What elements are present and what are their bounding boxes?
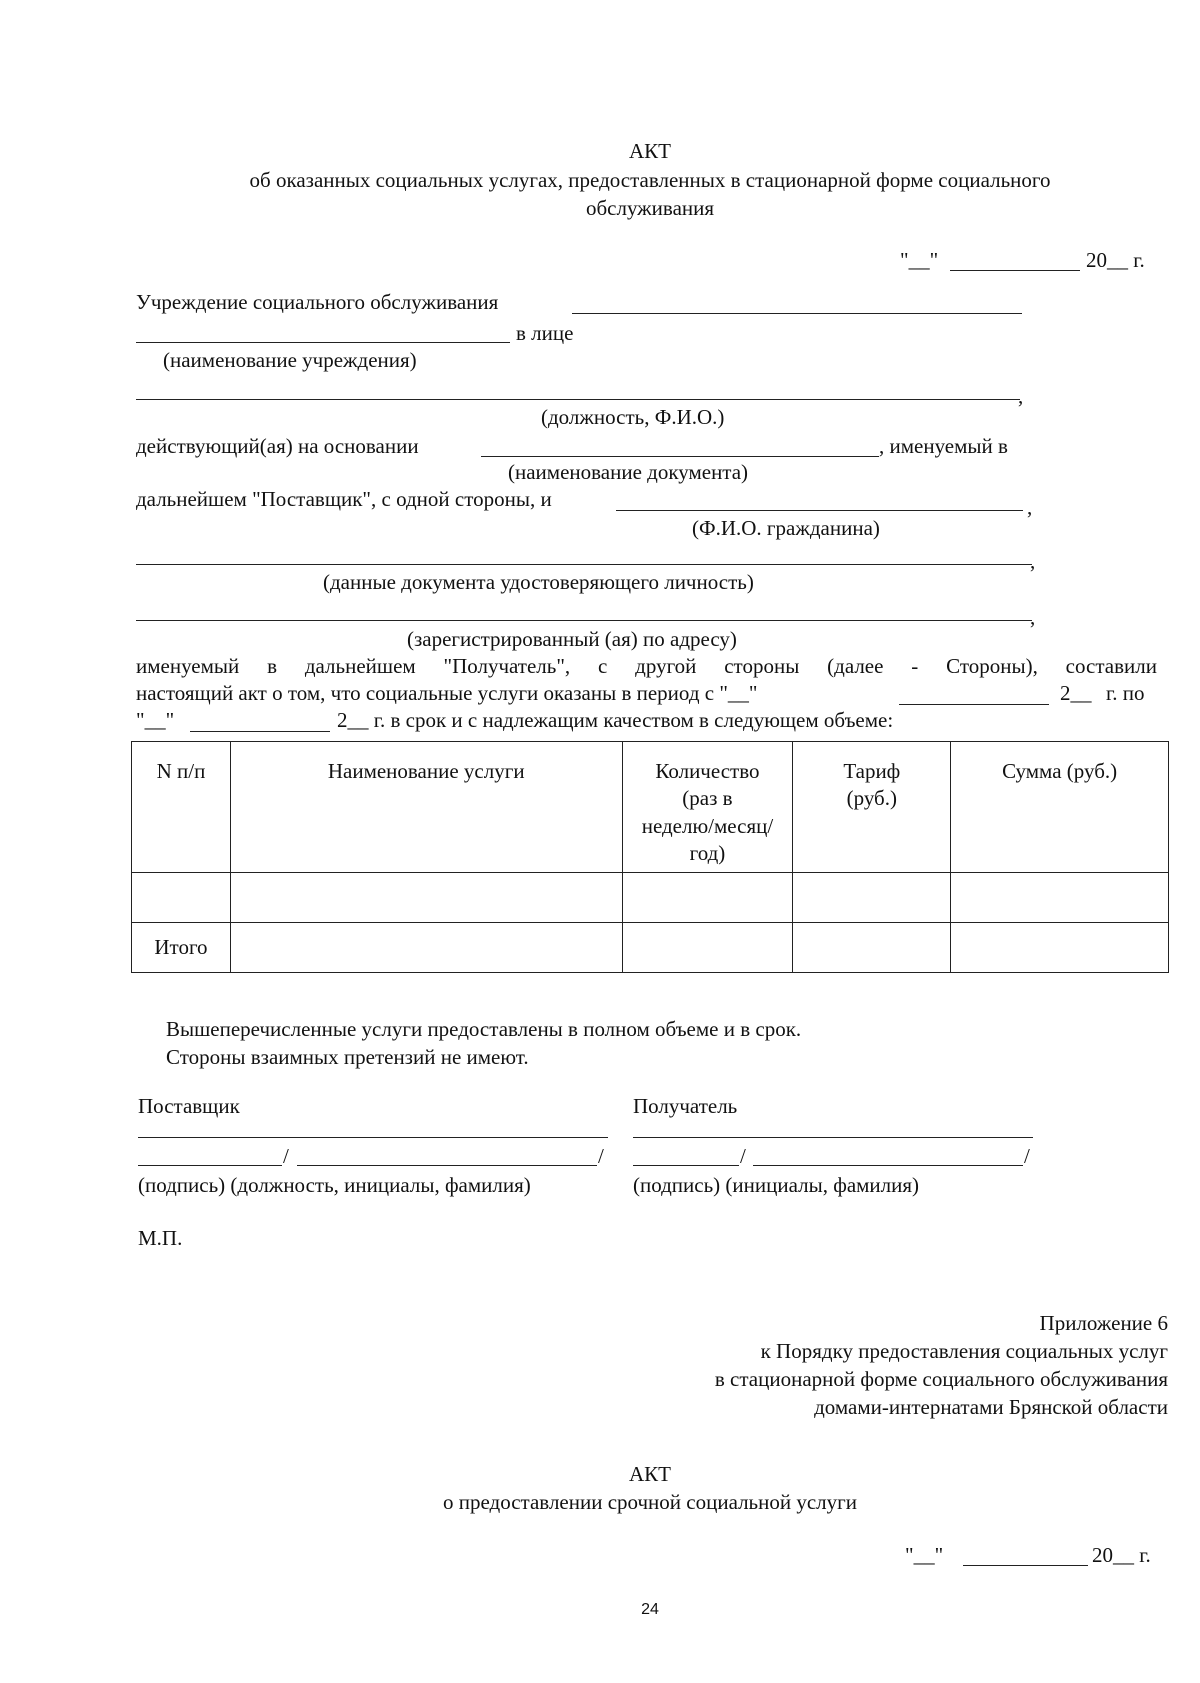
position-hint: (должность, Ф.И.О.) (541, 405, 725, 429)
header-tariff-l2: (руб.) (846, 786, 897, 811)
institution-line (572, 313, 1022, 314)
services-table (131, 741, 1169, 973)
table-cell[interactable] (793, 873, 951, 923)
page-number: 24 (641, 1601, 659, 1618)
in-person: в лице (516, 321, 574, 345)
table-cell[interactable] (622, 873, 793, 923)
act2-date-day: __ (913, 1543, 935, 1567)
citizen-hint: (Ф.И.О. гражданина) (692, 516, 880, 540)
paragraph-line2-b: 2__ (1060, 681, 1092, 705)
paragraph-line3-a: "__" (136, 708, 175, 732)
supplier-slash-1: / (283, 1144, 289, 1168)
institution-line-2 (136, 342, 510, 343)
act2-date-quote-open: " (905, 1543, 914, 1567)
date-quote-open: " (900, 248, 909, 272)
header-sum: Сумма (руб.) (951, 742, 1169, 873)
para-word: дальнейшем (304, 654, 416, 678)
supplier-phrase: дальнейшем "Поставщик", с одной стороны, и (136, 487, 552, 511)
address-hint: (зарегистрированный (ая) по адресу) (407, 627, 737, 651)
header-service-name: Наименование услуги (230, 742, 622, 873)
para-word: (далее (827, 654, 884, 678)
para-word: - (911, 654, 919, 678)
id-doc-line (136, 564, 1032, 565)
para-word: стороны (724, 654, 800, 678)
period-start-line (899, 704, 1049, 705)
document-hint: (наименование документа) (508, 460, 749, 484)
table-cell[interactable] (230, 873, 622, 923)
supplier-position-line (138, 1137, 608, 1138)
table-cell[interactable] (951, 923, 1169, 973)
paragraph-line3-b: 2__ г. в срок и с надлежащим качеством в следующем объеме: (337, 708, 894, 732)
header-quantity (622, 742, 793, 873)
date-quote-close: " (929, 248, 939, 272)
recipient-name-line (753, 1165, 1023, 1166)
act-title: АКТ (629, 139, 671, 163)
table-cell[interactable] (793, 923, 951, 973)
header-tariff (793, 742, 951, 873)
table-cell[interactable] (230, 923, 622, 973)
para-word: Стороны), (946, 654, 1038, 678)
named-in: , именуемый в (879, 434, 1008, 458)
date-row (900, 250, 938, 271)
act2-subtitle: о предоставлении срочной социальной услуги (442, 1490, 858, 1514)
table-row (132, 873, 1169, 923)
act-subtitle-line1: об оказанных социальных услугах, предоставленных в стационарной форме социального (249, 168, 1051, 192)
comma-1: , (1018, 384, 1024, 408)
position-line (136, 399, 1020, 400)
header-tariff-l1: Тариф (843, 759, 901, 783)
id-doc-hint: (данные документа удостоверяющего личность) (323, 570, 754, 594)
date-year: 20__ г. (1086, 248, 1145, 272)
table-total-row (132, 923, 1169, 973)
total-label: Итого (132, 923, 231, 973)
recipient-top-line (633, 1137, 1033, 1138)
supplier-name-line (297, 1165, 597, 1166)
period-end-line (190, 731, 330, 732)
recipient-sig-hint: (подпись) (инициалы, фамилия) (633, 1173, 920, 1197)
act2-date-quote-close: " (934, 1543, 944, 1567)
header-quantity-l2: (раз в (682, 786, 733, 811)
act-subtitle-line2: обслуживания (585, 196, 715, 220)
act2-date-row (905, 1545, 943, 1566)
recipient-label: Получатель (633, 1094, 738, 1118)
date-day: __ (908, 248, 930, 272)
paragraph-line2-c: г. по (1106, 681, 1145, 705)
closing-line2: Стороны взаимных претензий не имеют. (166, 1045, 529, 1069)
closing-line1: Вышеперечисленные услуги предоставлены в полном объеме и в срок. (166, 1017, 802, 1041)
table-header-row (132, 742, 1169, 873)
para-word: другой (635, 654, 697, 678)
basis-line (481, 456, 879, 457)
para-word: в (267, 654, 278, 678)
comma-3: , (1030, 549, 1036, 573)
comma-4: , (1030, 605, 1036, 629)
paragraph-line2-a: настоящий акт о том, что социальные услуги оказаны в период с "__" (136, 681, 758, 705)
acting-basis: действующий(ая) на основании (136, 434, 419, 458)
recipient-slash-1: / (740, 1144, 746, 1168)
para-word: именуемый (136, 654, 240, 678)
stamp-label: М.П. (138, 1226, 183, 1250)
recipient-slash-2: / (1024, 1144, 1030, 1168)
supplier-slash-2: / (598, 1144, 604, 1168)
citizen-line (616, 510, 1023, 511)
para-word: "Получатель", (443, 654, 571, 678)
appendix-line1: Приложение 6 (1039, 1311, 1168, 1335)
appendix-line2: к Порядку предоставления социальных услуг (760, 1339, 1168, 1363)
table-cell[interactable] (132, 873, 231, 923)
recipient-sign-line (633, 1165, 739, 1166)
appendix-line3: в стационарной форме социального обслуживания (714, 1367, 1168, 1391)
header-quantity-l1: Количество (655, 759, 760, 783)
institution-hint: (наименование учреждения) (163, 348, 417, 372)
institution-label: Учреждение социального обслуживания (136, 290, 499, 314)
header-quantity-l4: год) (689, 840, 726, 865)
para-word: с (598, 654, 608, 678)
supplier-sig-hint: (подпись) (должность, инициалы, фамилия) (138, 1173, 531, 1197)
para-word: составили (1065, 654, 1157, 678)
header-quantity-l3: неделю/месяц/ (641, 813, 774, 838)
table-cell[interactable] (622, 923, 793, 973)
supplier-sign-line (138, 1165, 282, 1166)
act2-date-year: 20__ г. (1092, 1543, 1151, 1567)
header-number: N п/п (132, 742, 231, 873)
comma-2: , (1027, 495, 1033, 519)
act2-title: АКТ (629, 1462, 671, 1486)
paragraph-line1 (136, 656, 1157, 677)
date-month-line (950, 270, 1080, 271)
address-line (136, 620, 1032, 621)
appendix-line4: домами-интернатами Брянской области (814, 1395, 1168, 1419)
table-cell[interactable] (951, 873, 1169, 923)
supplier-label: Поставщик (138, 1094, 240, 1118)
act2-date-month-line (963, 1565, 1088, 1566)
